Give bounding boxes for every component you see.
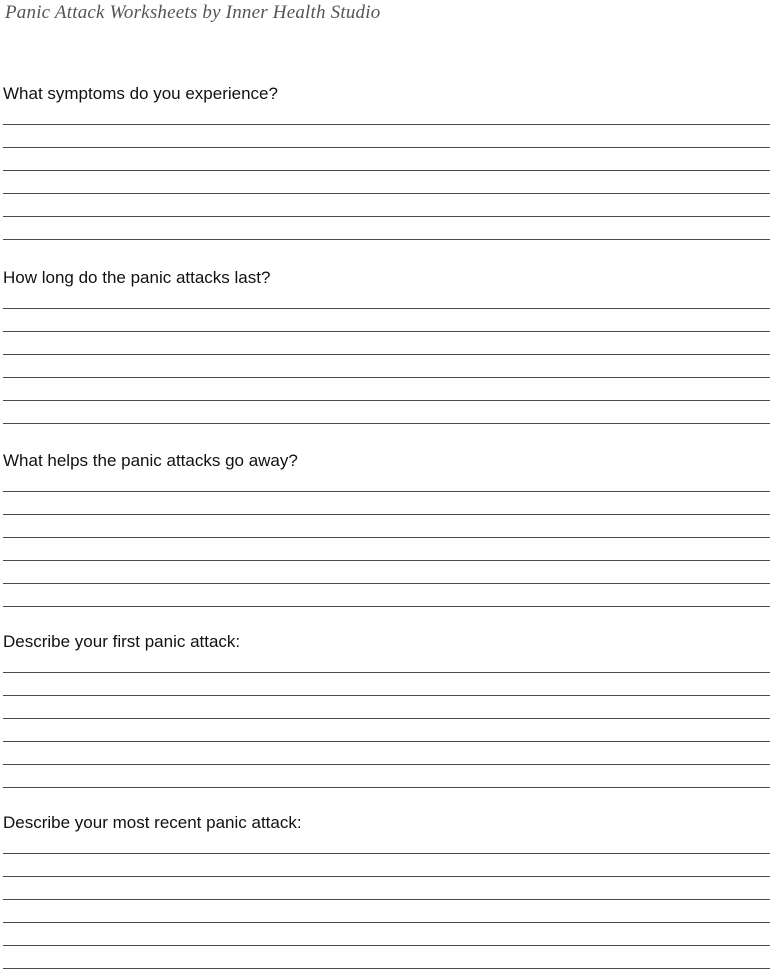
answer-line[interactable] (3, 354, 770, 355)
answer-line[interactable] (3, 400, 770, 401)
answer-line[interactable] (3, 377, 770, 378)
answer-line[interactable] (3, 170, 770, 171)
question-prompt: Describe your first panic attack: (3, 632, 241, 651)
answer-line[interactable] (3, 876, 770, 877)
answer-line[interactable] (3, 787, 770, 788)
answer-line[interactable] (3, 147, 770, 148)
answer-line[interactable] (3, 491, 770, 492)
question-prompt: What symptoms do you experience? (3, 84, 278, 103)
answer-line[interactable] (3, 193, 770, 194)
answer-line[interactable] (3, 853, 770, 854)
question-prompt: How long do the panic attacks last? (3, 268, 271, 287)
answer-line[interactable] (3, 606, 770, 607)
answer-line[interactable] (3, 899, 770, 900)
answer-line[interactable] (3, 331, 770, 332)
answer-line[interactable] (3, 968, 770, 969)
answer-line[interactable] (3, 514, 770, 515)
worksheet-header: Panic Attack Worksheets by Inner Health Studio (5, 2, 381, 23)
answer-line[interactable] (3, 764, 770, 765)
answer-line[interactable] (3, 124, 770, 125)
answer-line[interactable] (3, 239, 770, 240)
answer-line[interactable] (3, 695, 770, 696)
answer-line[interactable] (3, 308, 770, 309)
answer-line[interactable] (3, 741, 770, 742)
answer-line[interactable] (3, 945, 770, 946)
answer-line[interactable] (3, 560, 770, 561)
answer-line[interactable] (3, 537, 770, 538)
answer-line[interactable] (3, 423, 770, 424)
answer-line[interactable] (3, 718, 770, 719)
answer-line[interactable] (3, 672, 770, 673)
answer-line[interactable] (3, 922, 770, 923)
question-prompt: Describe your most recent panic attack: (3, 813, 302, 832)
answer-line[interactable] (3, 583, 770, 584)
question-prompt: What helps the panic attacks go away? (3, 451, 298, 470)
answer-line[interactable] (3, 216, 770, 217)
